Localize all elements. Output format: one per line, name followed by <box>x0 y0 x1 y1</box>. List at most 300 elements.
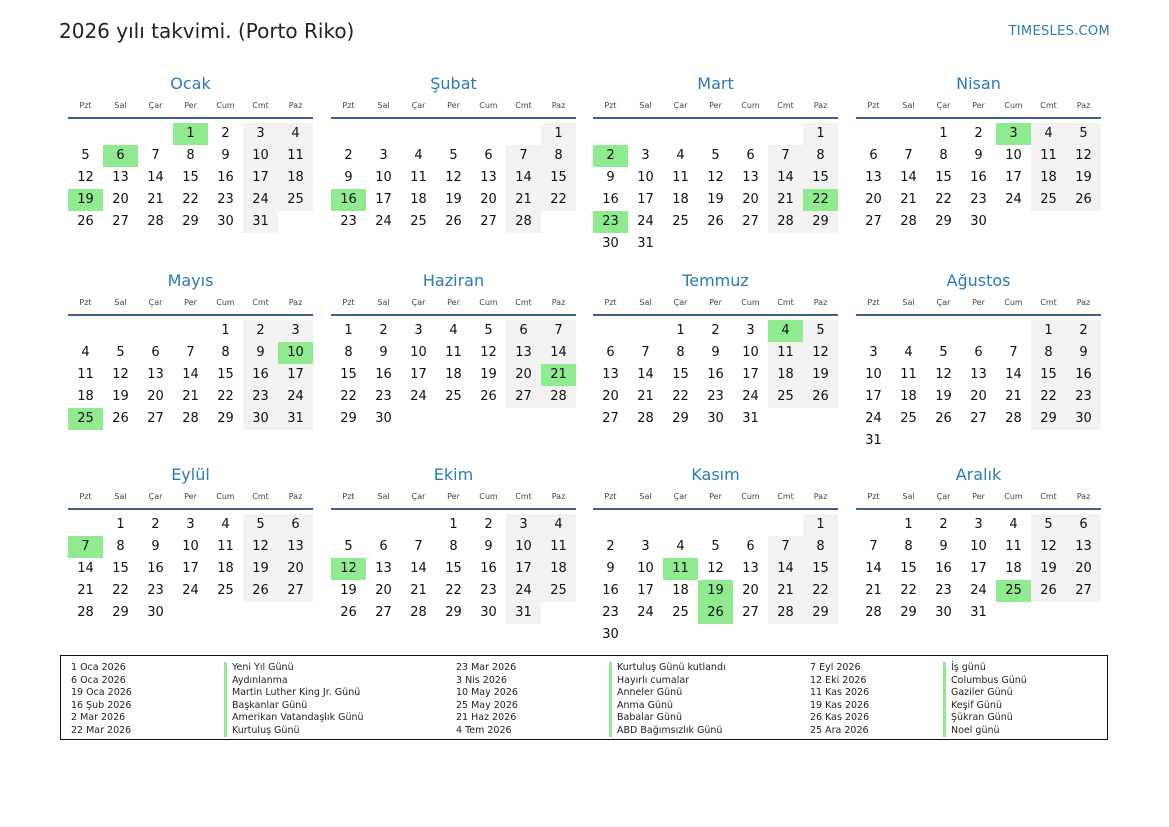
holiday-day-cell: 7 <box>68 536 103 558</box>
weekday-label: Çar <box>673 101 688 110</box>
day-cell: 30 <box>970 214 987 229</box>
empty-cell <box>891 320 926 342</box>
legend-date: 22 Mar 2026 <box>71 724 132 736</box>
day-cell: 2 <box>606 539 615 554</box>
day-cell: 21 <box>768 189 803 211</box>
month-calendar <box>593 464 838 646</box>
day-cell: 10 <box>970 539 987 554</box>
weekday-label: Per <box>447 492 460 501</box>
day-cell: 10 <box>506 536 541 558</box>
day-cell: 13 <box>112 170 129 185</box>
legend-dates <box>456 662 518 737</box>
day-cell: 29 <box>672 411 689 426</box>
legend-date: 19 Kas 2026 <box>810 699 870 711</box>
days-grid <box>331 123 576 233</box>
weekday-label: Sal <box>639 298 652 307</box>
day-cell: 27 <box>375 605 392 620</box>
empty-cell <box>68 123 103 145</box>
weekday-label: Sal <box>114 101 127 110</box>
day-cell: 6 <box>151 345 160 360</box>
day-cell: 10 <box>865 367 882 382</box>
weekday-label: Per <box>447 298 460 307</box>
day-cell: 14 <box>147 170 164 185</box>
day-cell: 9 <box>974 148 983 163</box>
weekday-label: Sal <box>902 101 915 110</box>
month-calendar <box>68 270 313 430</box>
day-cell: 28 <box>865 605 882 620</box>
weekday-label: Sal <box>377 298 390 307</box>
day-cell: 15 <box>1031 364 1066 386</box>
day-cell: 14 <box>506 167 541 189</box>
day-cell: 2 <box>711 323 720 338</box>
day-cell: 28 <box>506 211 541 233</box>
day-cell: 17 <box>182 561 199 576</box>
weekday-label: Pzt <box>342 492 355 501</box>
day-cell: 9 <box>221 148 230 163</box>
day-cell: 11 <box>900 367 917 382</box>
weekday-label: Per <box>709 101 722 110</box>
day-cell: 23 <box>602 605 619 620</box>
day-cell: 23 <box>217 192 234 207</box>
empty-cell <box>698 233 733 255</box>
day-cell: 30 <box>480 605 497 620</box>
day-cell: 27 <box>602 411 619 426</box>
day-cell: 13 <box>742 561 759 576</box>
weekday-label: Pzt <box>79 492 92 501</box>
day-cell: 26 <box>803 386 838 408</box>
day-cell: 28 <box>1005 411 1022 426</box>
legend-holiday-name: Martin Luther King Jr. Günü <box>232 687 361 698</box>
day-cell: 16 <box>602 583 619 598</box>
days-grid <box>68 514 313 624</box>
day-cell: 13 <box>147 367 164 382</box>
day-cell: 21 <box>147 192 164 207</box>
days-grid <box>856 320 1101 452</box>
day-cell: 16 <box>707 367 724 382</box>
day-cell: 26 <box>77 214 94 229</box>
days-grid <box>593 514 838 646</box>
day-cell: 21 <box>768 580 803 602</box>
month-name: Ağustos <box>946 271 1011 290</box>
weekday-label: Per <box>972 298 985 307</box>
day-cell: 15 <box>541 167 576 189</box>
weekday-label: Pzt <box>867 101 880 110</box>
day-cell: 18 <box>217 561 234 576</box>
day-cell: 21 <box>182 389 199 404</box>
weekday-label: Cmt <box>252 101 269 110</box>
day-cell: 12 <box>112 367 129 382</box>
day-cell: 24 <box>1005 192 1022 207</box>
day-cell: 14 <box>865 561 882 576</box>
month-calendar <box>331 73 576 233</box>
legend-date: 3 Nis 2026 <box>456 674 507 686</box>
month-name: Kasım <box>691 465 740 484</box>
weekday-label: Per <box>709 298 722 307</box>
day-cell: 9 <box>151 539 160 554</box>
weekday-label: Cum <box>479 492 498 501</box>
month-calendar <box>856 73 1101 233</box>
empty-cell <box>103 123 138 145</box>
empty-cell <box>541 408 576 430</box>
day-cell: 23 <box>147 583 164 598</box>
day-cell: 2 <box>1066 320 1101 342</box>
legend-holiday-name: Columbus Günü <box>951 674 1027 686</box>
day-cell: 26 <box>480 389 497 404</box>
day-cell: 19 <box>1066 167 1101 189</box>
day-cell: 22 <box>445 583 462 598</box>
weekday-header <box>68 486 313 510</box>
empty-cell <box>768 408 803 430</box>
day-cell: 17 <box>970 561 987 576</box>
weekday-label: Per <box>447 101 460 110</box>
day-cell: 19 <box>935 389 952 404</box>
weekday-label: Çar <box>411 492 426 501</box>
day-cell: 11 <box>672 170 689 185</box>
day-cell: 20 <box>865 192 882 207</box>
day-cell: 6 <box>278 514 313 536</box>
day-cell: 22 <box>217 389 234 404</box>
empty-cell <box>331 514 366 536</box>
day-cell: 16 <box>970 170 987 185</box>
day-cell: 5 <box>711 148 720 163</box>
legend-holiday-name: ABD Bağımsızlık Günü <box>617 724 723 736</box>
weekday-label: Cum <box>741 298 760 307</box>
day-cell: 29 <box>217 411 234 426</box>
weekday-label: Per <box>709 492 722 501</box>
day-cell: 30 <box>217 214 234 229</box>
weekday-label: Paz <box>1076 492 1091 501</box>
weekday-header <box>331 486 576 510</box>
day-cell: 17 <box>637 583 654 598</box>
weekday-label: Cum <box>216 101 235 110</box>
legend-date: 4 Tem 2026 <box>456 724 512 736</box>
day-cell: 19 <box>480 367 497 382</box>
empty-cell <box>138 320 173 342</box>
day-cell: 24 <box>278 386 313 408</box>
day-cell: 15 <box>112 561 129 576</box>
day-cell: 4 <box>81 345 90 360</box>
month-calendar <box>331 270 576 430</box>
day-cell: 22 <box>935 192 952 207</box>
day-cell: 13 <box>742 170 759 185</box>
month-name: Haziran <box>422 271 485 290</box>
day-cell: 17 <box>278 364 313 386</box>
month-calendar <box>593 73 838 255</box>
empty-cell <box>803 408 838 430</box>
day-cell: 31 <box>278 408 313 430</box>
weekday-label: Cum <box>1004 101 1023 110</box>
empty-cell <box>663 514 698 536</box>
weekday-label: Cmt <box>252 492 269 501</box>
day-cell: 3 <box>641 148 650 163</box>
weekday-header <box>856 486 1101 510</box>
weekday-label: Paz <box>288 298 303 307</box>
weekday-label: Sal <box>114 298 127 307</box>
day-cell: 4 <box>1009 517 1018 532</box>
month-name: Aralık <box>955 465 1002 484</box>
legend-names <box>943 662 1027 737</box>
day-cell: 3 <box>414 323 423 338</box>
legend-dates <box>810 662 869 737</box>
weekday-label: Paz <box>551 298 566 307</box>
day-cell: 15 <box>182 170 199 185</box>
day-cell: 23 <box>935 583 952 598</box>
day-cell: 13 <box>602 367 619 382</box>
day-cell: 29 <box>803 602 838 624</box>
legend-date: 25 May 2026 <box>456 699 518 711</box>
days-grid <box>331 514 576 624</box>
empty-cell <box>628 123 663 145</box>
day-cell: 4 <box>278 123 313 145</box>
day-cell: 19 <box>1031 558 1066 580</box>
day-cell: 14 <box>900 170 917 185</box>
month-name: Temmuz <box>682 271 749 290</box>
day-cell: 13 <box>278 536 313 558</box>
day-cell: 5 <box>803 320 838 342</box>
day-cell: 17 <box>637 192 654 207</box>
day-cell: 19 <box>707 192 724 207</box>
day-cell: 17 <box>865 389 882 404</box>
legend-holiday-name: Kurtuluş Günü kutlandı <box>617 662 726 673</box>
day-cell: 21 <box>77 583 94 598</box>
weekday-label: Paz <box>1076 298 1091 307</box>
month-name: Ekim <box>433 465 474 484</box>
day-cell: 30 <box>1066 408 1101 430</box>
day-cell: 6 <box>379 539 388 554</box>
day-cell: 18 <box>672 583 689 598</box>
empty-cell <box>961 320 996 342</box>
day-cell: 12 <box>803 342 838 364</box>
day-cell: 19 <box>445 192 462 207</box>
day-cell: 1 <box>803 514 838 536</box>
day-cell: 21 <box>900 192 917 207</box>
day-cell: 3 <box>974 517 983 532</box>
day-cell: 22 <box>112 583 129 598</box>
day-cell: 22 <box>803 580 838 602</box>
day-cell: 12 <box>707 170 724 185</box>
empty-cell <box>803 233 838 255</box>
day-cell: 8 <box>803 536 838 558</box>
legend-holiday-name: Yeni Yıl Günü <box>232 662 294 673</box>
weekday-label: Cmt <box>1040 101 1057 110</box>
empty-cell <box>768 514 803 536</box>
day-cell: 6 <box>484 148 493 163</box>
day-cell: 10 <box>243 145 278 167</box>
empty-cell <box>401 408 436 430</box>
day-cell: 17 <box>375 192 392 207</box>
day-cell: 27 <box>112 214 129 229</box>
weekday-label: Çar <box>411 101 426 110</box>
month-name: Mayıs <box>167 271 214 290</box>
day-cell: 2 <box>151 517 160 532</box>
empty-cell <box>996 211 1031 233</box>
day-cell: 5 <box>116 345 125 360</box>
day-cell: 18 <box>445 367 462 382</box>
empty-cell <box>1031 430 1066 452</box>
day-cell: 26 <box>112 411 129 426</box>
day-cell: 1 <box>803 123 838 145</box>
day-cell: 11 <box>278 145 313 167</box>
weekday-label: Cum <box>741 101 760 110</box>
day-cell: 16 <box>147 561 164 576</box>
day-cell: 4 <box>676 539 685 554</box>
weekday-label: Sal <box>377 492 390 501</box>
empty-cell <box>541 602 576 624</box>
day-cell: 5 <box>1066 123 1101 145</box>
holiday-day-cell: 25 <box>68 408 103 430</box>
day-cell: 26 <box>935 411 952 426</box>
day-cell: 31 <box>742 411 759 426</box>
day-cell: 29 <box>340 411 357 426</box>
day-cell: 18 <box>900 389 917 404</box>
legend-date: 1 Oca 2026 <box>71 662 126 673</box>
day-cell: 29 <box>1031 408 1066 430</box>
weekday-label: Paz <box>813 298 828 307</box>
day-cell: 24 <box>637 605 654 620</box>
day-cell: 25 <box>278 189 313 211</box>
day-cell: 12 <box>707 561 724 576</box>
day-cell: 24 <box>506 580 541 602</box>
day-cell: 30 <box>147 605 164 620</box>
day-cell: 2 <box>484 517 493 532</box>
day-cell: 11 <box>217 539 234 554</box>
day-cell: 10 <box>637 561 654 576</box>
weekday-label: Sal <box>902 492 915 501</box>
day-cell: 15 <box>900 561 917 576</box>
holiday-day-cell: 1 <box>173 123 208 145</box>
empty-cell <box>1031 211 1066 233</box>
brand-link[interactable]: TIMESLES.COM <box>1008 24 1110 39</box>
day-cell: 20 <box>602 389 619 404</box>
empty-cell <box>628 514 663 536</box>
day-cell: 3 <box>278 320 313 342</box>
weekday-label: Sal <box>377 101 390 110</box>
weekday-label: Sal <box>114 492 127 501</box>
day-cell: 22 <box>340 389 357 404</box>
day-cell: 2 <box>939 517 948 532</box>
legend-holiday-name: Aydınlanma <box>232 674 288 686</box>
day-cell: 12 <box>77 170 94 185</box>
day-cell: 7 <box>768 536 803 558</box>
day-cell: 27 <box>865 214 882 229</box>
empty-cell <box>698 123 733 145</box>
weekday-label: Pzt <box>867 492 880 501</box>
legend-names <box>224 662 364 737</box>
day-cell: 29 <box>900 605 917 620</box>
holiday-day-cell: 22 <box>803 189 838 211</box>
weekday-label: Paz <box>288 492 303 501</box>
weekday-label: Cum <box>479 101 498 110</box>
day-cell: 26 <box>1066 189 1101 211</box>
day-cell: 22 <box>672 389 689 404</box>
empty-cell <box>471 123 506 145</box>
day-cell: 16 <box>217 170 234 185</box>
day-cell: 30 <box>243 408 278 430</box>
day-cell: 29 <box>445 605 462 620</box>
day-cell: 13 <box>970 367 987 382</box>
weekday-label: Paz <box>813 492 828 501</box>
weekday-header <box>856 95 1101 119</box>
day-cell: 29 <box>803 211 838 233</box>
day-cell: 15 <box>672 367 689 382</box>
day-cell: 29 <box>935 214 952 229</box>
day-cell: 28 <box>77 605 94 620</box>
day-cell: 1 <box>221 323 230 338</box>
weekday-label: Sal <box>639 492 652 501</box>
legend-holiday-name: Kurtuluş Günü <box>232 724 300 736</box>
day-cell: 5 <box>1031 514 1066 536</box>
day-cell: 14 <box>541 342 576 364</box>
day-cell: 14 <box>1005 367 1022 382</box>
day-cell: 15 <box>340 367 357 382</box>
empty-cell <box>593 514 628 536</box>
day-cell: 9 <box>243 342 278 364</box>
legend-date: 2 Mar 2026 <box>71 712 126 723</box>
empty-cell <box>1066 430 1101 452</box>
day-cell: 18 <box>1031 167 1066 189</box>
day-cell: 18 <box>672 192 689 207</box>
weekday-label: Per <box>972 101 985 110</box>
empty-cell <box>243 602 278 624</box>
day-cell: 7 <box>186 345 195 360</box>
weekday-label: Cmt <box>1040 492 1057 501</box>
day-cell: 30 <box>935 605 952 620</box>
day-cell: 29 <box>182 214 199 229</box>
day-cell: 18 <box>278 167 313 189</box>
day-cell: 9 <box>484 539 493 554</box>
empty-cell <box>926 430 961 452</box>
legend-holiday-name: Gaziler Günü <box>951 687 1013 698</box>
day-cell: 6 <box>506 320 541 342</box>
day-cell: 18 <box>410 192 427 207</box>
day-cell: 28 <box>541 386 576 408</box>
weekday-header <box>68 292 313 316</box>
weekday-label: Çar <box>411 298 426 307</box>
empty-cell <box>471 408 506 430</box>
day-cell: 28 <box>768 602 803 624</box>
holiday-day-cell: 19 <box>698 580 733 602</box>
legend-date: 12 Eki 2026 <box>810 674 867 686</box>
empty-cell <box>68 514 103 536</box>
weekday-label: Çar <box>148 101 163 110</box>
holiday-day-cell: 10 <box>278 342 313 364</box>
day-cell: 12 <box>1031 536 1066 558</box>
weekday-label: Cmt <box>777 298 794 307</box>
day-cell: 11 <box>77 367 94 382</box>
day-cell: 20 <box>506 364 541 386</box>
empty-cell <box>961 430 996 452</box>
day-cell: 12 <box>480 345 497 360</box>
day-cell: 8 <box>116 539 125 554</box>
holiday-day-cell: 23 <box>593 211 628 233</box>
weekday-label: Pzt <box>604 492 617 501</box>
day-cell: 9 <box>344 170 353 185</box>
day-cell: 18 <box>768 364 803 386</box>
month-calendar <box>856 464 1101 624</box>
empty-cell <box>926 320 961 342</box>
day-cell: 27 <box>147 411 164 426</box>
day-cell: 9 <box>711 345 720 360</box>
weekday-label: Paz <box>813 101 828 110</box>
day-cell: 30 <box>602 627 619 642</box>
day-cell: 6 <box>869 148 878 163</box>
weekday-label: Paz <box>551 492 566 501</box>
weekday-label: Sal <box>639 101 652 110</box>
day-cell: 2 <box>344 148 353 163</box>
legend-date: 7 Eyl 2026 <box>810 662 861 673</box>
day-cell: 21 <box>637 389 654 404</box>
weekday-label: Pzt <box>604 101 617 110</box>
